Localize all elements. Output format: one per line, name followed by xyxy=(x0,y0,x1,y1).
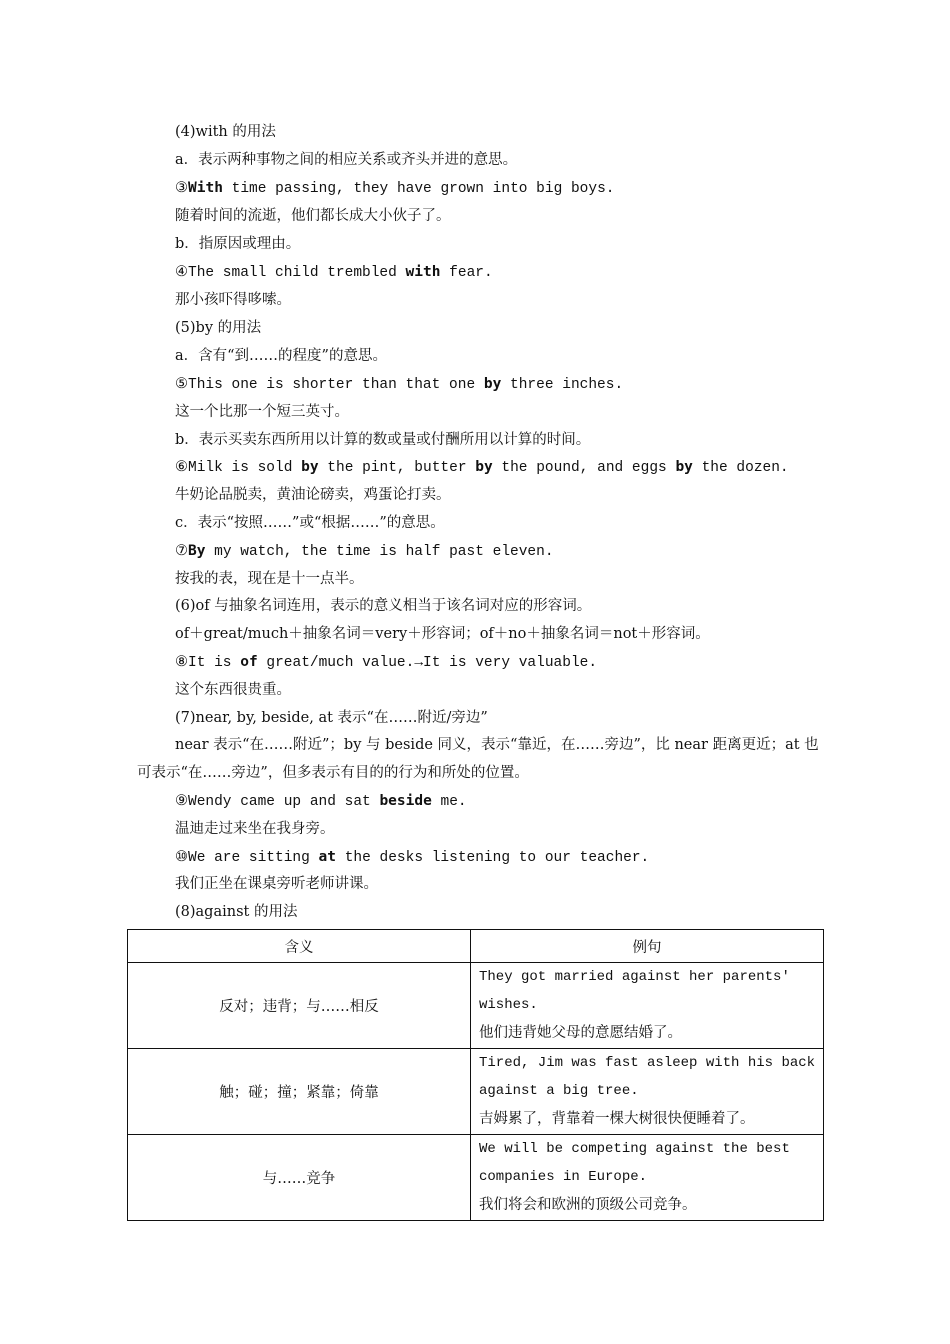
example-english: We will be competing against the best companies in Europe. xyxy=(479,1141,790,1185)
example-cell xyxy=(471,963,824,1049)
usage-b: b．表示买卖东西所用以计算的数或量或付酬所用以计算的时间。 xyxy=(175,432,591,448)
example-english: They got married against her parents' wishes. xyxy=(479,969,790,1013)
against-usage-table xyxy=(127,929,824,1221)
section-heading-against: (8)against 的用法 xyxy=(175,904,298,920)
example-4: ④The small child trembled with fear. xyxy=(175,264,493,281)
example-cell xyxy=(471,1049,824,1135)
formula: of＋great/much＋抽象名词＝very＋形容词；of＋no＋抽象名词＝not＋形容词。 xyxy=(175,626,710,642)
example-9: ⑨Wendy came up and sat beside me. xyxy=(175,793,467,810)
table-header-row xyxy=(128,930,824,963)
meaning-cell: 反对；违背；与……相反 xyxy=(128,963,471,1049)
example-3: ③With time passing, they have grown into big boys. xyxy=(175,180,615,197)
translation-6: 牛奶论品脱卖，黄油论磅卖，鸡蛋论打卖。 xyxy=(175,487,451,503)
example-5: ⑤This one is shorter than that one by three inches. xyxy=(175,376,624,393)
meaning-cell: 触；碰；撞；紧靠；倚靠 xyxy=(128,1049,471,1135)
example-6: ⑥Milk is sold by the pint, butter by the pound, and eggs by the dozen. xyxy=(175,459,789,476)
usage-c: c．表示“按照……”或“根据……”的意思。 xyxy=(175,515,445,531)
translation-5: 这一个比那一个短三英寸。 xyxy=(175,404,349,420)
translation-4: 那小孩吓得哆嗦。 xyxy=(175,292,291,308)
table-row xyxy=(128,1049,824,1135)
usage-a: a．表示两种事物之间的相应关系或齐头并进的意思。 xyxy=(175,152,518,168)
translation-7: 按我的表，现在是十一点半。 xyxy=(175,571,364,587)
usage-a: a．含有“到……的程度”的意思。 xyxy=(175,348,387,364)
example-10: ⑩We are sitting at the desks listening to our teacher. xyxy=(175,849,650,866)
column-header-meaning: 含义 xyxy=(128,930,471,963)
section-heading-by: (5)by 的用法 xyxy=(175,320,262,336)
table-row xyxy=(128,963,824,1049)
example-7: ⑦By my watch, the time is half past eleven. xyxy=(175,543,554,560)
section-heading-near: (7)near, by, beside, at 表示“在……附近/旁边” xyxy=(175,710,488,726)
example-english: Tired, Jim was fast asleep with his back against a big tree. xyxy=(479,1055,816,1099)
translation-8: 这个东西很贵重。 xyxy=(175,682,291,698)
explanation-paragraph: near 表示“在……附近”；by 与 beside 同义，表示“靠近，在……旁边”，比 near 距离更近；at 也可表示“在……旁边”，但多表示有目的的行为和所处的位置。 xyxy=(137,737,819,781)
column-header-example: 例句 xyxy=(471,930,824,963)
example-chinese: 我们将会和欧洲的顶级公司竞争。 xyxy=(479,1197,697,1213)
example-chinese: 吉姆累了，背靠着一棵大树很快便睡着了。 xyxy=(479,1111,755,1127)
example-cell xyxy=(471,1135,824,1221)
example-chinese: 他们违背她父母的意愿结婚了。 xyxy=(479,1025,682,1041)
usage-b: b．指原因或理由。 xyxy=(175,236,301,252)
translation-10: 我们正坐在课桌旁听老师讲课。 xyxy=(175,876,378,892)
translation-9: 温迪走过来坐在我身旁。 xyxy=(175,821,335,837)
section-heading-of: (6)of 与抽象名词连用，表示的意义相当于该名词对应的形容词。 xyxy=(175,598,592,614)
table-row xyxy=(128,1135,824,1221)
translation-3: 随着时间的流逝，他们都长成大小伙子了。 xyxy=(175,208,451,224)
meaning-cell: 与……竞争 xyxy=(128,1135,471,1221)
example-8: ⑧It is of great/much value.→It is very valuable. xyxy=(175,654,598,671)
section-heading-with: (4)with 的用法 xyxy=(175,124,276,140)
